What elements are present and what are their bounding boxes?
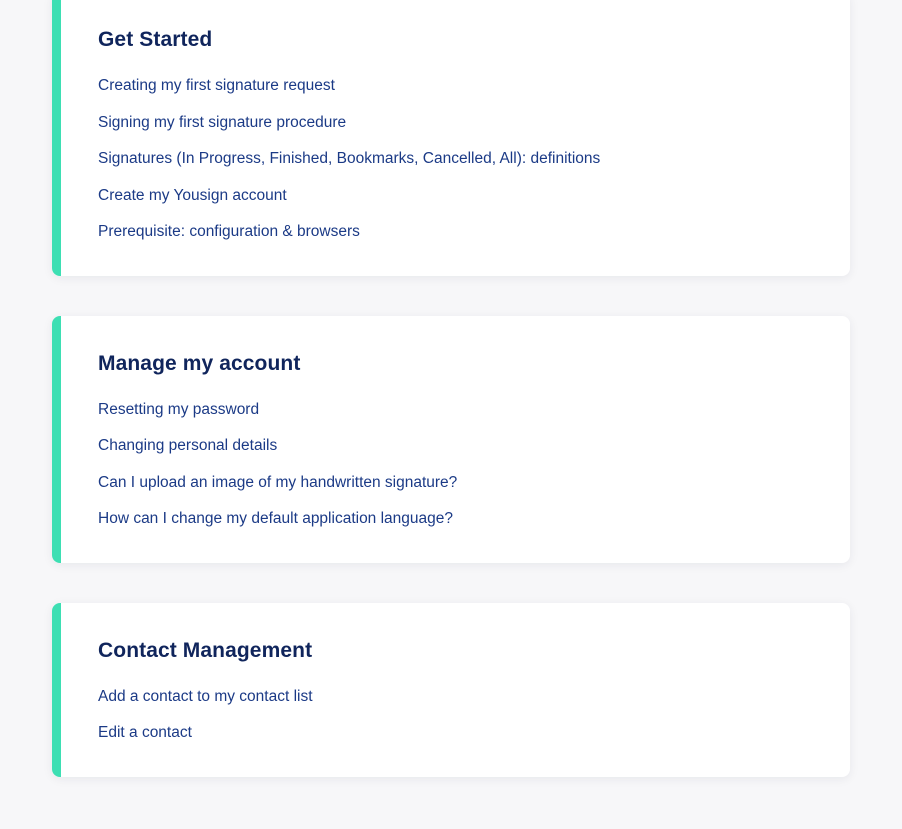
card-accent-bar (52, 0, 61, 276)
article-link[interactable]: Prerequisite: configuration & browsers (98, 223, 360, 240)
article-link[interactable]: Create my Yousign account (98, 186, 287, 204)
article-link[interactable]: Signatures (In Progress, Finished, Bookmarks, Cancelled, All): definitions (98, 150, 601, 167)
article-link[interactable]: Can I upload an image of my handwritten signature? (98, 473, 458, 491)
category-card-get-started (52, 0, 850, 276)
category-card-manage-my-account (52, 316, 850, 563)
card-accent-bar (52, 316, 61, 563)
category-link-list (98, 402, 850, 527)
article-link[interactable]: Signing my first signature procedure (98, 113, 347, 131)
article-link[interactable]: Creating my first signature request (98, 77, 335, 94)
category-title: Get Started (98, 28, 213, 51)
category-title: Contact Management (98, 638, 313, 662)
category-link-list (98, 78, 850, 240)
article-link[interactable]: How can I change my default application language? (98, 510, 454, 527)
article-link[interactable]: Edit a contact (98, 724, 192, 741)
article-link[interactable]: Add a contact to my contact list (98, 687, 313, 705)
category-title: Manage my account (98, 351, 301, 375)
card-accent-bar (52, 603, 61, 777)
article-link[interactable]: Resetting my password (98, 400, 260, 418)
category-card-contact-management (52, 603, 850, 777)
article-link[interactable]: Changing personal details (98, 437, 278, 454)
category-link-list (98, 689, 850, 741)
